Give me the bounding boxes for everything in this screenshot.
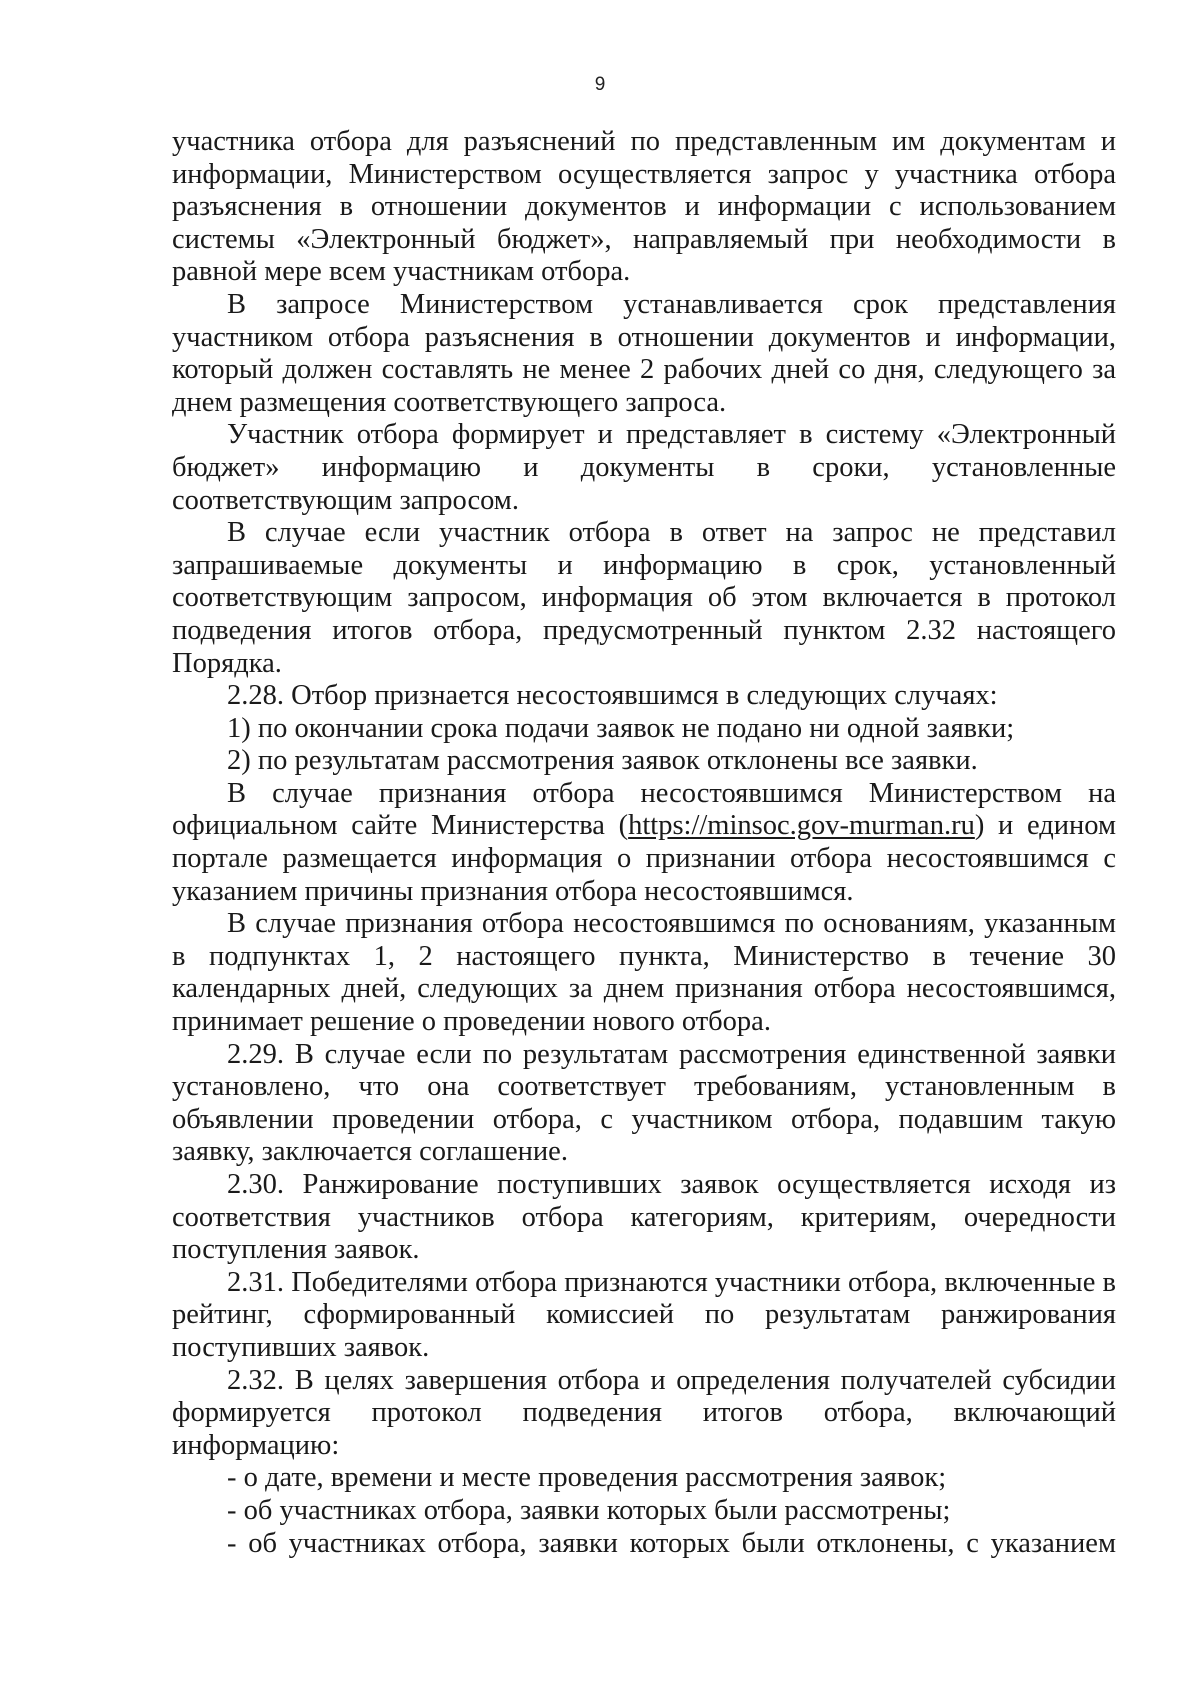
list-item-2-28-2: 2) по результатам рассмотрения заявок отклонены все заявки. [227,745,978,777]
paragraph-new-selection: В случае признания отбора несостоявшимся по основаниям, указанным в подпунктах 1, 2 настоящего пункта, Министерство в течение 30 календарных дней, следующих за днем признания отбора несостоявшимся, принимает решение о проведении нового отбора. [172,908,1116,1038]
paragraph-2-31: 2.31. Победителями отбора признаются участники отбора, включенные в рейтинг, сформированный комиссией по результатам ранжирования поступивших заявок. [172,1266,1116,1363]
text-after-link: ) и едином портале размещается информация о признании отбора несостоявшимся с указанием причины признания отбора несостоявшимся. [172,810,1116,907]
text-before-link: В случае признания отбора несостоявшимся Министерством на официальном сайте Министерства ( [172,777,1116,842]
paragraph-2-29: 2.29. В случае если по результатам рассмотрения единственной заявки установлено, что она соответствует требованиям, установленным в объявлении проведении отбора, с участником отбора, подавшим такую заявку, заключается соглашение. [172,1038,1116,1168]
list-item-2-32-1: - о дате, времени и месте проведения рассмотрения заявок; [227,1462,947,1494]
page-number: 9 [594,74,606,95]
document-body [172,126,1116,1560]
list-item-2-32-3: - об участниках отбора, заявки которых были отклонены, с указанием [227,1527,1116,1559]
list-item-2-32-2: - об участниках отбора, заявки которых были рассмотрены; [227,1494,951,1526]
paragraph-continuation: участника отбора для разъяснений по представленным им документам и информации, Министерством осуществляется запрос у участника отбора разъяснения в отношении документов и информации с использованием системы «Электронный бюджет», направляемый при необходимости в равной мере всем участникам отбора. [172,126,1116,288]
paragraph-2-28: 2.28. Отбор признается несостоявшимся в следующих случаях: [227,680,998,712]
paragraph-2-32: 2.32. В целях завершения отбора и определения получателей субсидии формируется протокол подведения итогов отбора, включающий информацию: [172,1364,1116,1461]
paragraph-failed-selection-publication [172,778,1116,908]
paragraph-participant-submits: Участник отбора формирует и представляет в систему «Электронный бюджет» информацию и документы в сроки, установленные соответствующим запросом. [172,419,1116,516]
ministry-site-link[interactable]: https://minsoc.gov-murman.ru [628,810,975,842]
paragraph-request-deadline: В запросе Министерством устанавливается срок представления участником отбора разъяснения в отношении документов и информации, который должен составлять не менее 2 рабочих дней со дня, следующего за днем размещения соответствующего запроса. [172,288,1116,418]
paragraph-2-30: 2.30. Ранжирование поступивших заявок осуществляется исходя из соответствия участников отбора категориям, критериям, очередности поступления заявок. [172,1169,1116,1266]
list-item-2-28-1: 1) по окончании срока подачи заявок не подано ни одной заявки; [227,712,1015,744]
paragraph-no-response: В случае если участник отбора в ответ на запрос не представил запрашиваемые документы и информацию в срок, установленный соответствующим запросом, информация об этом включается в протокол подведения итогов отбора, предусмотренный пунктом 2.32 настоящего Порядка. [172,517,1116,679]
